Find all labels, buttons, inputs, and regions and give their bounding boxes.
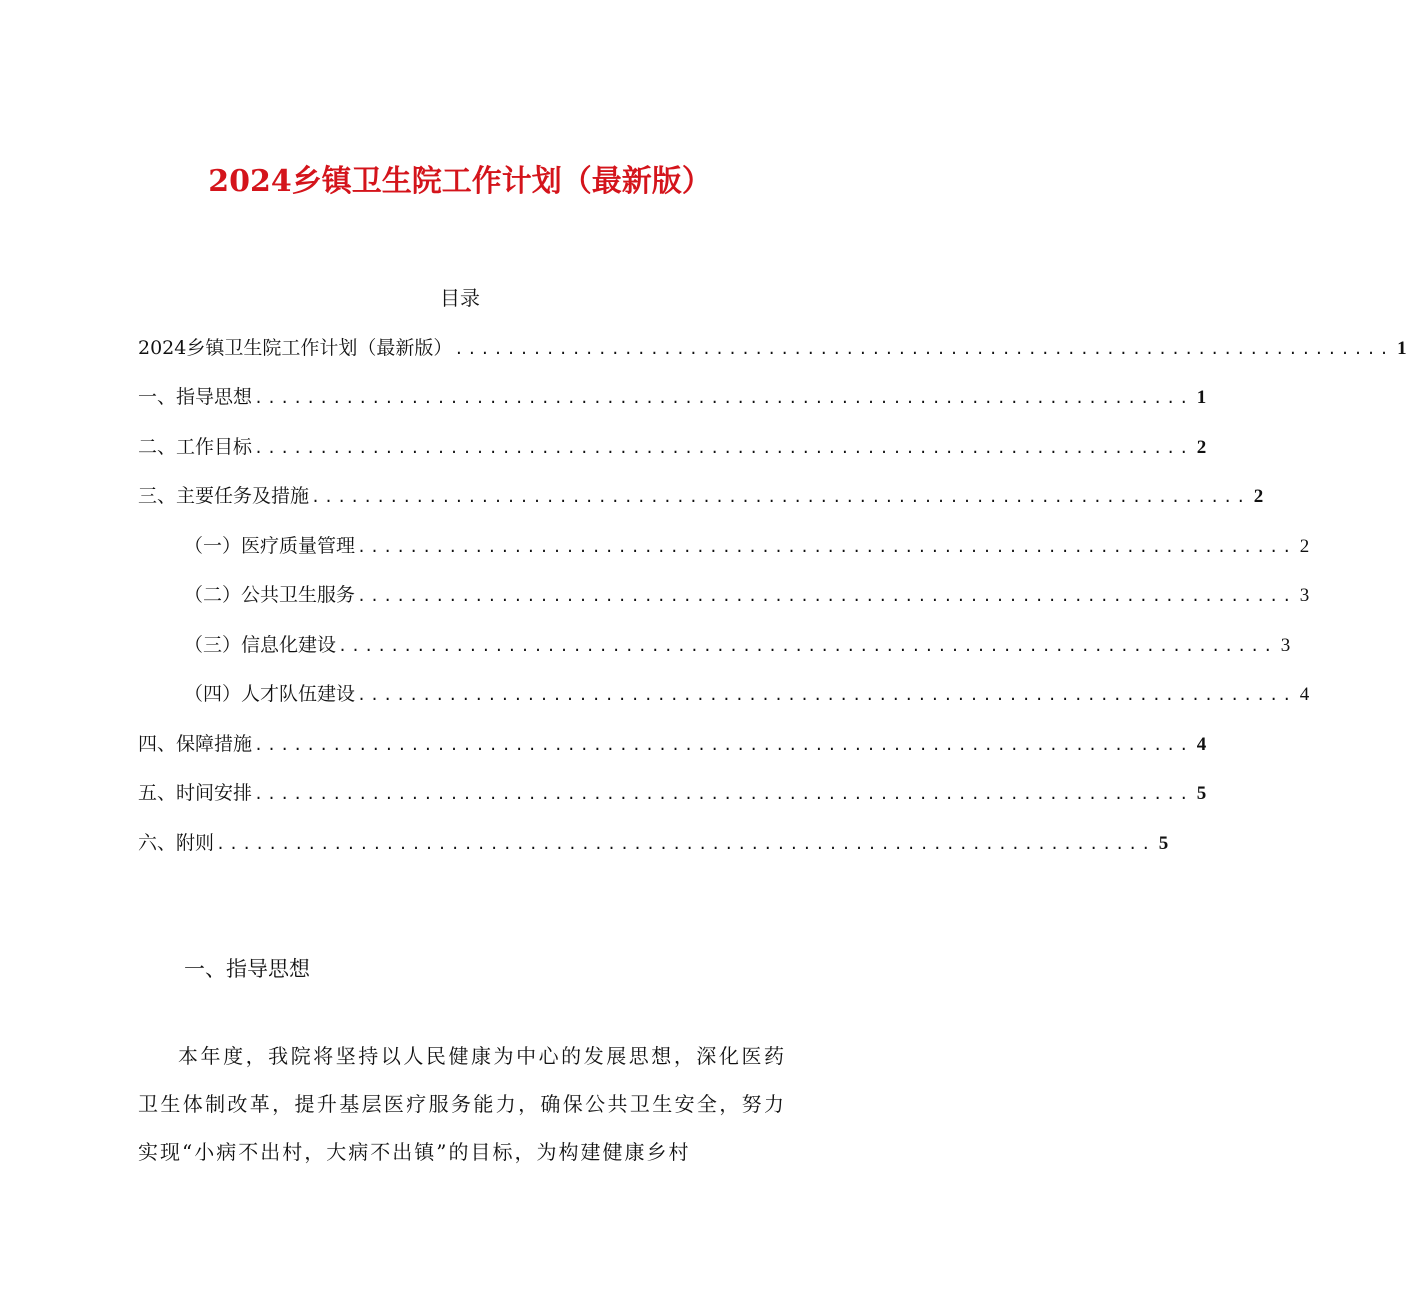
toc-entry-label: （四）人才队伍建设 <box>184 683 356 705</box>
body-paragraph: 本年度，我院将坚持以人民健康为中心的发展思想，深化医药卫生体制改革，提升基层医疗服务能力，确保公共卫生安全，努力实现“小病不出村，大病不出镇”的目标，为构建健康乡村 <box>138 1044 786 1164</box>
toc-entry-label: 三、主要任务及措施 <box>138 485 310 507</box>
toc-entry-page: 3 <box>1299 585 1310 606</box>
toc-entry-page: 5 <box>1158 833 1169 854</box>
toc-entry-label: （三）信息化建设 <box>184 634 337 656</box>
toc-entry-label: 五、时间安排 <box>138 782 253 804</box>
toc-entry[interactable] <box>138 330 1407 366</box>
toc-entry[interactable] <box>138 726 1207 762</box>
toc-leader: ........................................................................ <box>254 389 1193 407</box>
toc-entry-label: （二）公共卫生服务 <box>184 584 356 606</box>
toc-entry-page: 3 <box>1280 635 1291 656</box>
toc-leader: ........................................................................ <box>357 686 1296 704</box>
toc-entry-page: 2 <box>1299 536 1310 557</box>
toc-entry[interactable] <box>138 775 1207 811</box>
toc-entry-page: 2 <box>1196 437 1207 458</box>
toc-entry[interactable] <box>138 429 1207 465</box>
toc-leader: ........................................................................ <box>254 785 1193 803</box>
toc-entry[interactable] <box>138 825 1169 861</box>
toc-entry-label: 六、附则 <box>138 832 215 854</box>
toc-leader: ........................................................................ <box>338 637 1277 655</box>
toc-entry-label: 2024乡镇卫生院工作计划（最新版） <box>138 337 453 359</box>
toc-entry-label: 一、指导思想 <box>138 386 253 408</box>
toc-entry-label: （一）医疗质量管理 <box>184 535 356 557</box>
toc-heading: 目录 <box>440 286 480 310</box>
toc-leader: ........................................................................ <box>216 835 1155 853</box>
toc-entry-page: 1 <box>1397 338 1407 359</box>
toc-entry-page: 1 <box>1196 387 1207 408</box>
toc-entry-page: 2 <box>1253 486 1264 507</box>
section-heading: 一、指导思想 <box>184 957 310 982</box>
toc-entry[interactable] <box>138 478 1264 514</box>
toc-leader: ........................................................................ <box>357 587 1296 605</box>
toc-entry-label: 二、工作目标 <box>138 436 253 458</box>
toc-entry-page: 5 <box>1196 783 1207 804</box>
toc-entry[interactable] <box>184 676 1310 712</box>
toc-entry-label: 四、保障措施 <box>138 733 253 755</box>
toc-entry-page: 4 <box>1196 734 1207 755</box>
toc-leader: ........................................................................ <box>254 439 1193 457</box>
toc-leader: ........................................................................ <box>311 488 1250 506</box>
toc-entry[interactable] <box>184 627 1291 663</box>
page-title: 2024乡镇卫生院工作计划（最新版） <box>208 164 712 200</box>
toc-leader: ........................................................................ <box>254 736 1193 754</box>
toc-leader: ........................................................................ <box>454 340 1393 358</box>
toc-leader: ........................................................................ <box>357 538 1296 556</box>
toc-entry-page: 4 <box>1299 684 1310 705</box>
toc-entry[interactable] <box>184 577 1310 613</box>
toc-entry[interactable] <box>138 379 1207 415</box>
toc-entry[interactable] <box>184 528 1310 564</box>
